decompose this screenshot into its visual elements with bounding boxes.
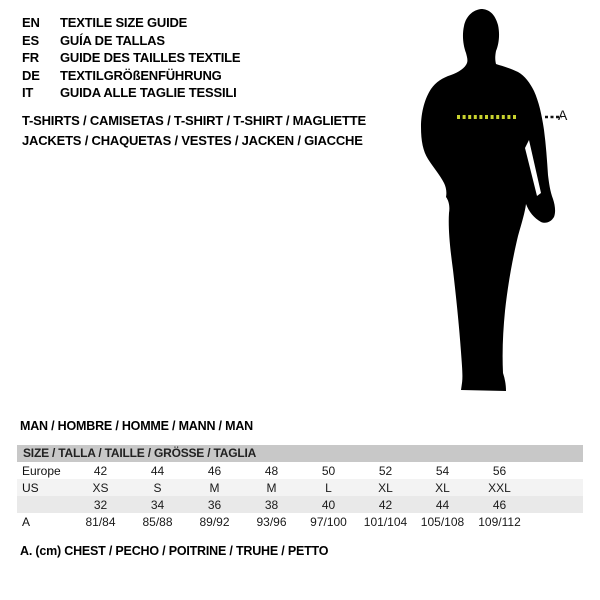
size-cell: 44 <box>150 463 165 478</box>
language-title: GUÍA DE TALLAS <box>60 32 165 48</box>
size-table-header: SIZE / TALLA / TAILLE / GRÖSSE / TAGLIA <box>17 445 583 462</box>
size-cell: 48 <box>264 463 279 478</box>
table-row-europe <box>17 462 583 479</box>
measurement-a-label: A <box>558 107 568 123</box>
language-code: EN <box>22 15 40 30</box>
size-cell: XL <box>435 480 450 495</box>
row-label <box>17 496 72 513</box>
size-cell: 36 <box>207 497 222 512</box>
language-row-es <box>22 32 240 50</box>
spacer-cell <box>528 513 583 530</box>
size-cell: 34 <box>150 497 165 512</box>
language-title: TEXTILGRÖßENFÜHRUNG <box>60 67 222 83</box>
size-cell: XL <box>378 480 393 495</box>
language-code: IT <box>22 85 34 101</box>
size-cell: 44 <box>435 497 450 512</box>
product-line-jackets: JACKETS / CHAQUETAS / VESTES / JACKEN / GIACCHE <box>22 132 363 148</box>
size-cell: 40 <box>321 497 336 512</box>
size-cell: 56 <box>492 463 507 478</box>
size-cell: 46 <box>207 463 222 478</box>
size-cell: 52 <box>378 463 393 478</box>
language-title: GUIDE DES TAILLES TEXTILE <box>60 50 241 66</box>
table-row-chest-a <box>17 513 583 530</box>
size-cell: 89/92 <box>199 514 230 529</box>
language-title: TEXTILE SIZE GUIDE <box>60 15 188 30</box>
size-cell: XS <box>92 480 109 495</box>
language-code: ES <box>22 32 39 48</box>
size-cell: 50 <box>321 463 336 478</box>
language-title: GUIDA ALLE TAGLIE TESSILI <box>60 85 237 101</box>
size-cell: L <box>325 480 332 495</box>
product-line-tshirts: T-SHIRTS / CAMISETAS / T-SHIRT / T-SHIRT / MAGLIETTE <box>22 113 366 128</box>
row-label: US <box>22 480 39 495</box>
row-label: Europe <box>22 463 61 478</box>
size-cell: 32 <box>93 497 108 512</box>
size-cell: S <box>153 480 162 495</box>
man-figure <box>395 0 600 400</box>
size-cell: M <box>209 480 220 495</box>
language-code: FR <box>22 50 39 66</box>
measurement-footnote: A. (cm) CHEST / PECHO / POITRINE / TRUHE / PETTO <box>20 544 329 558</box>
table-row-us <box>17 479 583 496</box>
language-row-en <box>22 14 240 32</box>
size-cell: 42 <box>378 497 393 512</box>
size-cell: XXL <box>488 480 511 495</box>
table-row-numeric <box>17 496 583 513</box>
spacer-cell <box>528 479 583 496</box>
language-row-de <box>22 67 240 85</box>
size-cell: 93/96 <box>256 514 287 529</box>
size-cell: 105/108 <box>420 514 465 529</box>
size-cell: 101/104 <box>363 514 408 529</box>
man-silhouette <box>395 0 600 400</box>
gender-section-label: MAN / HOMBRE / HOMME / MANN / MAN <box>20 419 253 433</box>
size-cell: 97/100 <box>310 514 347 529</box>
size-cell: 54 <box>435 463 450 478</box>
product-categories <box>22 111 366 150</box>
size-cell: 42 <box>93 463 108 478</box>
language-row-it <box>22 84 240 102</box>
size-cell: 109/112 <box>478 514 521 529</box>
language-code: DE <box>22 67 40 83</box>
row-label: A <box>22 514 31 529</box>
size-cell: 38 <box>264 497 279 512</box>
size-cell: 85/88 <box>142 514 173 529</box>
size-cell: 46 <box>492 497 507 512</box>
spacer-cell <box>528 462 583 479</box>
size-cell: 81/84 <box>85 514 116 529</box>
language-row-fr <box>22 49 240 67</box>
size-table <box>17 445 583 530</box>
size-table-grid <box>17 462 583 530</box>
spacer-cell <box>528 496 583 513</box>
size-cell: M <box>266 480 277 495</box>
language-list <box>22 14 240 102</box>
